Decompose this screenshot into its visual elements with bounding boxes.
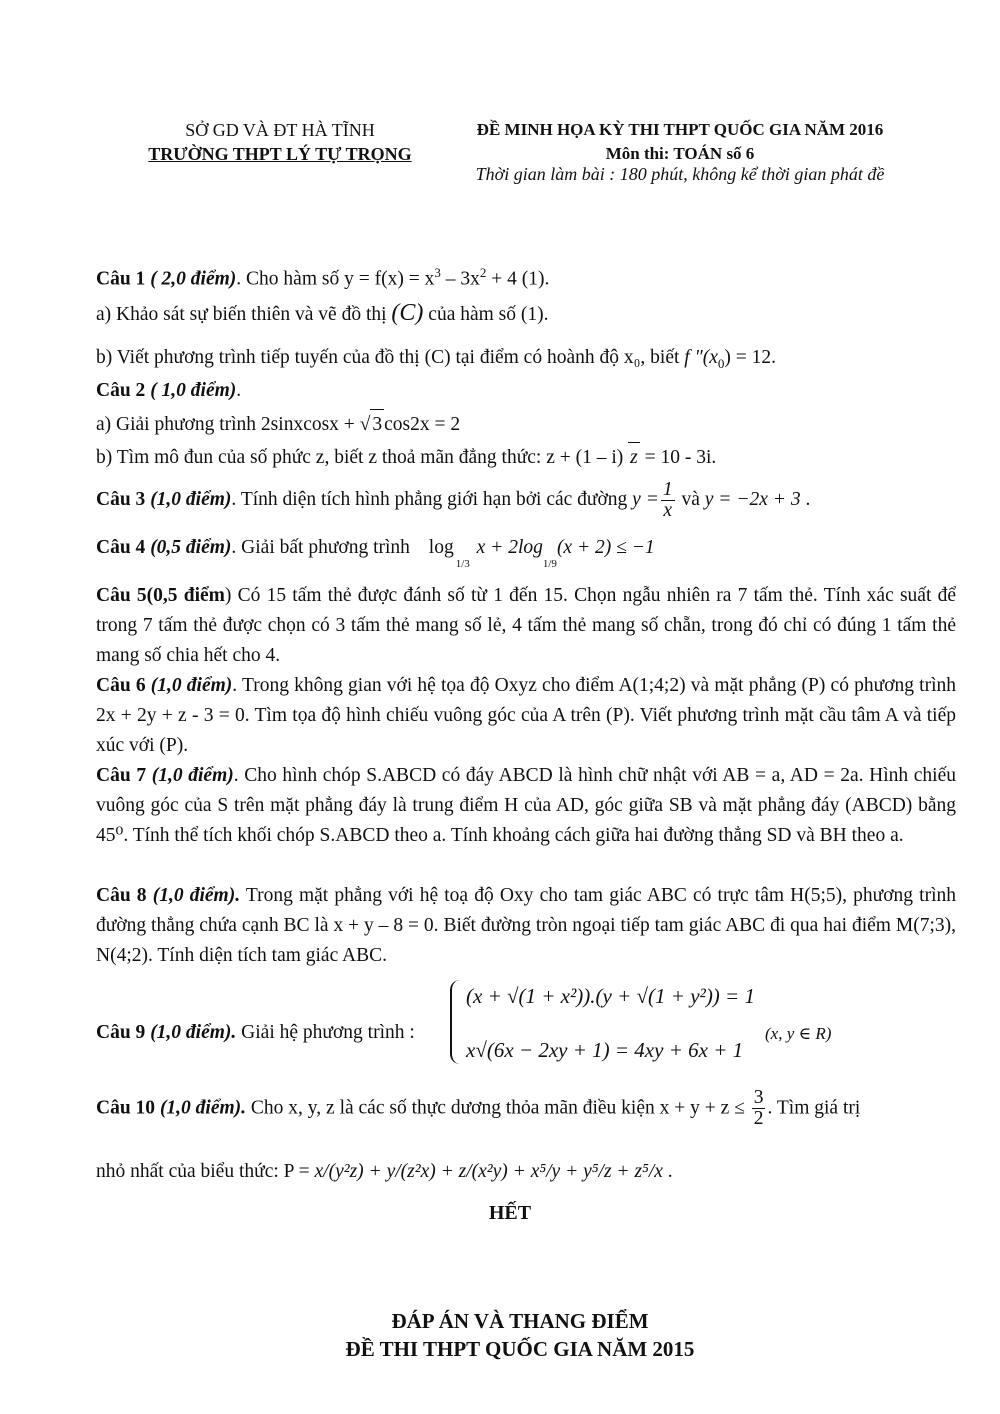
q10-expr: x/(y²z) + y/(z²x) + z/(x²y) + x⁵/y + y⁵/z + z⁵/x	[314, 1161, 663, 1182]
q4-text: . Giải bất phương trình	[231, 537, 410, 558]
answer-title-2: ĐỀ THI THPT QUỐC GIA NĂM 2015	[345, 1337, 695, 1361]
q9-domain: (x, y ∈ R)	[765, 1024, 832, 1043]
q1-text3: + 4 (1).	[486, 268, 550, 290]
q3-text: . Tính diện tích hình phẳng giới hạn bởi các đường	[231, 489, 628, 510]
q9-eq2: x√(6x − 2xy + 1) = 4xy + 6x + 1	[466, 1038, 744, 1062]
answer-title-1: ĐÁP ÁN VÀ THANG ĐIỂM	[391, 1309, 649, 1333]
q4-title: Câu 4	[96, 537, 146, 558]
q2a-text: a) Giải phương trình 2sinxcosx +	[96, 414, 360, 435]
q9-eq1: (x + √(1 + x²)).(y + √(1 + y²)) = 1	[466, 984, 755, 1008]
q10-title: Câu 10	[96, 1097, 156, 1119]
q1b-text: b) Viết phương trình tiếp tuyến của đồ thị (C) tại điểm có hoành độ x₀, biết	[96, 347, 680, 368]
q1-text2: – 3x	[440, 268, 480, 290]
end-mark: HẾT	[488, 1202, 532, 1224]
q3-fraction: $\frac{1}{x}$	[662, 478, 673, 522]
q10-fraction: $\frac{3}{2}$	[753, 1087, 764, 1130]
q8-text: Trong mặt phẳng với hệ toạ độ Oxy cho tam giác ABC có trực tâm H(5;5), phương trình đường thẳng chứa cạnh BC là x + y – 8 = 0. Biết đường tròn ngoại tiếp tam giác ABC đi qua hai điểm M(7;3), N(4;2). Tính diện tích tam giác ABC.	[96, 885, 956, 966]
q9-text: Giải hệ phương trình :	[236, 1022, 415, 1043]
exam-title: ĐỀ MINH HỌA KỲ THI THPT QUỐC GIA NĂM 2016	[476, 120, 884, 139]
q2a-root: 3	[370, 409, 384, 440]
q5-text: ) Có 15 tấm thẻ được đánh số từ 1 đến 15. Chọn ngẫu nhiên ra 7 tấm thẻ. Tính xác suất để trong 7 tấm thẻ được chọn có 3 tấm thẻ mang số lẻ, 4 tấm thẻ mang số chẵn, trong đó chỉ có đúng 1 tấm thẻ mang số chia hết cho 4.	[96, 585, 956, 666]
q3-line: y = −2x + 3	[704, 489, 801, 510]
q10-points: (1,0 điểm).	[159, 1097, 247, 1119]
school-name: TRƯỜNG THPT LÝ TỰ TRỌNG	[148, 144, 412, 164]
q2a-end: cos2x = 2	[384, 414, 461, 435]
q4-points: (0,5 điểm)	[150, 537, 232, 558]
q2-title: Câu 2	[96, 380, 146, 401]
q7-title: Câu 7	[96, 765, 147, 786]
question-10	[96, 1088, 956, 1130]
question-7	[96, 761, 956, 851]
q10-text: Cho x, y, z là các số thực dương thỏa mãn điều kiện x + y + z ≤	[246, 1097, 745, 1119]
question-10-line2: nhỏ nhất của biểu thức: P = x/(y²z) + y/(z²x) + z/(x²y) + x⁵/y + y⁵/z + z⁵/x .	[96, 1161, 673, 1182]
q4-base1: 1/3	[455, 558, 470, 570]
q1b-end: ) = 12.	[724, 347, 776, 368]
q9-points: (1,0 điểm).	[150, 1022, 237, 1043]
q9-title: Câu 9	[96, 1022, 146, 1043]
q5-title: Câu 5	[96, 585, 147, 606]
question-1a	[96, 298, 956, 330]
q9-brace	[450, 980, 466, 1064]
question-1b: b) Viết phương trình tiếp tuyến của đồ thị (C) tại điểm có hoành độ x₀, biết f $''(x_0) = 12$.	[96, 347, 776, 371]
question-2: Câu 2 ( 1,0 điểm).	[96, 380, 242, 401]
q1-text: . Cho hàm số y = f(x) = x	[236, 268, 435, 290]
q3-mid: và	[676, 489, 705, 510]
q3-y: y =	[632, 489, 659, 510]
q2b-text: b) Tìm mô đun của số phức z, biết z thoả mãn đẳng thức: z + (1 – i)	[96, 447, 624, 468]
q4-arg1: x + 2log	[471, 537, 543, 558]
q4-log1: log	[428, 537, 454, 558]
q1b-func: f ″(x	[684, 347, 718, 368]
question-3	[96, 478, 956, 522]
q1a-text: a) Khảo sát sự biến thiên và vẽ đồ thị	[96, 304, 387, 325]
question-6	[96, 671, 956, 761]
q3-points: (1,0 điểm)	[150, 489, 232, 510]
q1-points: ( 2,0 điểm)	[150, 268, 237, 290]
q7-points: (1,0 điểm)	[151, 765, 234, 786]
q3-title: Câu 3	[96, 489, 146, 510]
q8-title: Câu 8	[96, 885, 147, 906]
exam-duration: Thời gian làm bài : 180 phút, không kể thời gian phát đề	[475, 164, 885, 184]
question-4	[96, 533, 956, 579]
q10-line2: nhỏ nhất của biểu thức: P =	[96, 1161, 310, 1182]
q2b-end: = 10 - 3i.	[639, 447, 717, 468]
q6-text: . Trong không gian với hệ tọa độ Oxyz cho điểm A(1;4;2) và mặt phẳng (P) có phương trình 2x + 2y + z - 3 = 0. Tìm tọa độ hình chiếu vuông góc của A trên (P). Viết phương trình mặt cầu tâm A và tiếp xúc với (P).	[96, 675, 957, 756]
question-1: Câu 1 ( 2,0 điểm). Cho hàm số $y = f(x) = x^3 - 3x^2 + 4$ (1).	[96, 265, 550, 290]
q8-points: (1,0 điểm).	[152, 885, 241, 906]
q6-points: (1,0 điểm)	[150, 675, 233, 696]
question-2b	[96, 442, 956, 473]
q4-base2: 1/9	[542, 558, 557, 570]
q1a-end: của hàm số (1).	[423, 304, 549, 325]
q1a-graph: (C)	[391, 300, 424, 326]
q7-text: . Cho hình chóp S.ABCD có đáy ABCD là hình chữ nhật với AB = a, AD = 2a. Hình chiếu vuông góc của S trên mặt phẳng đáy là trung điểm H của AD, góc giữa SB và mặt phẳng đáy (ABCD) bằng 45⁰. Tính thể tích khối chóp S.ABCD theo a. Tính khoảng cách giữa hai đường thẳng SD và BH theo a.	[96, 765, 957, 846]
q4-arg2: (x + 2) ≤ −1	[556, 537, 655, 558]
q6-title: Câu 6	[96, 675, 146, 696]
q1-title: Câu 1	[96, 268, 146, 290]
q2b-conj: z	[628, 442, 640, 473]
question-5	[96, 581, 956, 671]
question-2a: a) Giải phương trình 2sinxcosx + √ 3 cos2x = 2	[96, 409, 956, 440]
q2-points: ( 1,0 điểm)	[150, 380, 237, 401]
exam-subject: Môn thi: TOÁN số 6	[605, 144, 755, 163]
q3-end: .	[800, 489, 811, 510]
q5-points: (0,5 điểm	[146, 585, 225, 606]
question-8	[96, 881, 956, 971]
school-dept: SỞ GD VÀ ĐT HÀ TĨNH	[185, 120, 375, 140]
q10-end: . Tìm giá trị	[767, 1097, 861, 1119]
